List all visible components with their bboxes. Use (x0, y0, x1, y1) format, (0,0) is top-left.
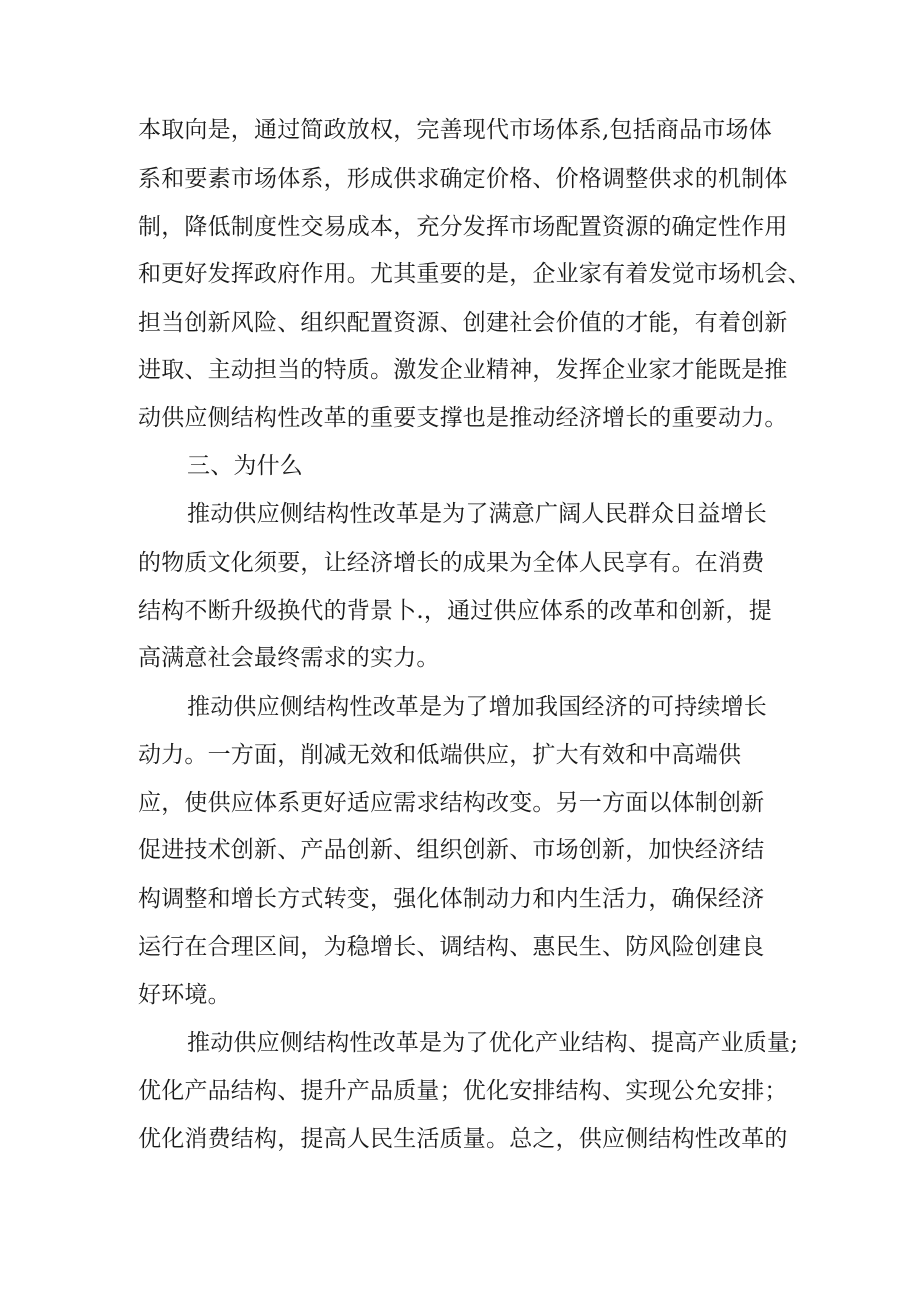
text-line: 推动供应侧结构性改革是为了优化产业结构、提高产业质量; (187, 1030, 799, 1056)
text-line: 制，降低制度性交易成本，充分发挥市场配置资源的确定性作用 (138, 214, 788, 240)
text-line: 的物质文化须要，让经济增长的成果为全体人民享有。在消费 (138, 550, 765, 576)
text-line: 结构不断升级换代的背景卜.，通过供应体系的改革和创新，提 (138, 598, 772, 624)
text-line: 动力。一方面，削减无效和低端供应，扩大有效和中高端供 (138, 742, 742, 768)
text-line: 和更好发挥政府作用。尤其重要的是，企业家有着发觉市场机会、 (138, 261, 811, 287)
text-line: 系和要素市场体系，形成供求确定价格、价格调整供求的机制体 (138, 166, 788, 192)
text-line: 促进技术创新、产品创新、组织创新、市场创新，加快经济结 (138, 837, 765, 863)
text-line: 推动供应侧结构性改革是为了增加我国经济的可持续增长 (187, 694, 767, 720)
text-line: 本取向是，通过简政放权，完善现代市场体系,包括商品市场体 (138, 117, 772, 143)
text-line: 担当创新风险、组织配置资源、创建社会价值的才能，有着创新 (138, 310, 788, 336)
text-line: 运行在合理区间，为稳增长、调结构、惠民生、防风险创建良 (138, 934, 765, 960)
text-line: 推动供应侧结构性改革是为了满意广阔人民群众日益增长 (187, 501, 767, 527)
section-heading: 三、为什么 (187, 453, 303, 479)
text-line: 应，使供应体系更好适应需求结构改变。另一方面以体制创新 (138, 790, 765, 816)
text-line: 进取、主动担当的特质。激发企业精神，发挥企业家才能既是推 (138, 357, 788, 383)
text-line: 优化消费结构，提高人民生活质量。总之，供应侧结构性改革的 (138, 1126, 788, 1152)
text-line: 动供应侧结构性改革的重要支撑也是推动经济增长的重要动力。 (138, 405, 788, 431)
text-line: 高满意社会最终需求的实力。 (138, 645, 440, 671)
text-line: 好环境。 (138, 982, 231, 1008)
text-line: 优化产品结构、提升产品质量；优化安排结构、实现公允安排； (138, 1078, 788, 1104)
text-line: 构调整和增长方式转变，强化体制动力和内生活力，确保经济 (138, 886, 765, 912)
